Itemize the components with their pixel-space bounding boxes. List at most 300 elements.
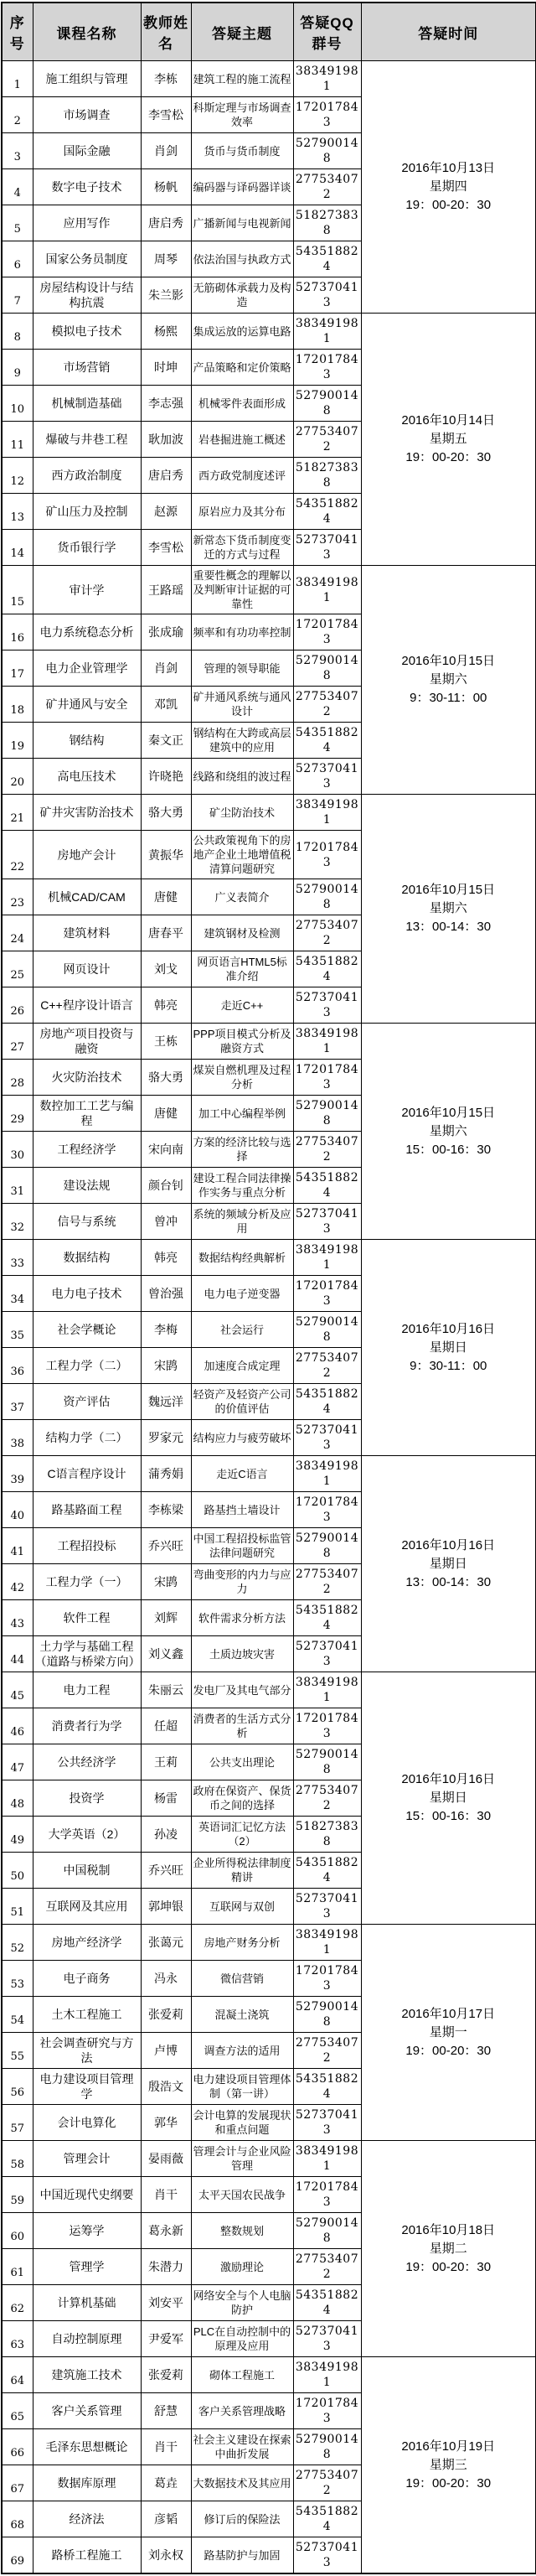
qq-group-number: 543518824	[293, 951, 361, 987]
teacher-name: 刘永权	[141, 2537, 191, 2574]
qq-group-number: 527900148	[293, 1744, 361, 1780]
row-number: 39	[2, 1456, 33, 1492]
row-number: 64	[2, 2357, 33, 2393]
qa-topic: 路基防护与加固	[191, 2537, 293, 2574]
row-number: 2	[2, 97, 33, 133]
teacher-name: 肖剑	[141, 133, 191, 169]
course-name: 数据库原理	[33, 2465, 141, 2501]
row-number: 54	[2, 1997, 33, 2033]
qa-topic: 重要性概念的理解以及判断审计证据的可靠性	[191, 566, 293, 614]
teacher-name: 许晓艳	[141, 759, 191, 795]
qa-topic: 社会主义建设在探索中曲折发展	[191, 2429, 293, 2465]
qa-topic: 发电厂及其电气部分	[191, 1672, 293, 1708]
qq-group-number: 277534072	[293, 169, 361, 205]
qa-time-date: 2016年10月16日	[401, 1321, 496, 1336]
row-number: 35	[2, 1312, 33, 1348]
row-number: 8	[2, 314, 33, 350]
teacher-name: 郭坤银	[141, 1889, 191, 1925]
teacher-name: 王莉	[141, 1744, 191, 1780]
row-number: 38	[2, 1420, 33, 1456]
qa-topic: 走近C++	[191, 987, 293, 1024]
table-row	[2, 314, 536, 350]
course-name: 工程经济学	[33, 1132, 141, 1168]
qq-group-number: 527370413	[293, 2537, 361, 2574]
teacher-name: 唐健	[141, 879, 191, 915]
teacher-name: 耿加波	[141, 422, 191, 458]
qq-group-number: 527370413	[293, 1889, 361, 1925]
qq-group-number: 277534072	[293, 1348, 361, 1384]
teacher-name: 王栋	[141, 1024, 191, 1060]
teacher-name: 蒲秀娟	[141, 1456, 191, 1492]
qq-group-number: 277534072	[293, 2033, 361, 2069]
qq-group-number: 527900148	[293, 1312, 361, 1348]
qa-topic: 消费者的生活方式分析	[191, 1708, 293, 1744]
course-name: 工程招投标	[33, 1528, 141, 1564]
course-name: 工程力学（一）	[33, 1564, 141, 1600]
row-number: 9	[2, 350, 33, 386]
row-number: 37	[2, 1384, 33, 1420]
qq-group-number: 383491981	[293, 1456, 361, 1492]
teacher-name: 魏远洋	[141, 1384, 191, 1420]
teacher-name: 时坤	[141, 350, 191, 386]
row-number: 31	[2, 1168, 33, 1204]
teacher-name: 邓凯	[141, 687, 191, 723]
course-name: 工程力学（二）	[33, 1348, 141, 1384]
table-row	[2, 1672, 536, 1708]
row-number: 41	[2, 1528, 33, 1564]
qa-topic: 土质边坡灾害	[191, 1636, 293, 1672]
qa-topic: 矿井通风系统与通风设计	[191, 687, 293, 723]
qa-topic: 弯曲变形的内力与应力	[191, 1564, 293, 1600]
qa-time-time: 15：00-16：30	[405, 1809, 492, 1823]
row-number: 58	[2, 2141, 33, 2177]
course-name: 建筑材料	[33, 915, 141, 951]
row-number: 51	[2, 1889, 33, 1925]
teacher-name: 骆大勇	[141, 1060, 191, 1096]
qa-topic: 频率和有功功率控制	[191, 614, 293, 650]
qq-group-number: 383491981	[293, 1925, 361, 1961]
course-name: 网页设计	[33, 951, 141, 987]
course-name: C++程序设计语言	[33, 987, 141, 1024]
teacher-name: 张蔼元	[141, 1925, 191, 1961]
course-name: 投资学	[33, 1780, 141, 1817]
qq-group-number: 543518824	[293, 1853, 361, 1889]
qq-group-number: 383491981	[293, 314, 361, 350]
qa-time-cell	[361, 1024, 536, 1240]
row-number: 45	[2, 1672, 33, 1708]
row-number: 44	[2, 1636, 33, 1672]
header-qq-group: 答疑QQ群号	[293, 3, 361, 61]
qa-time-time: 9：30-11：00	[410, 1358, 487, 1373]
course-name: 火灾防治技术	[33, 1060, 141, 1096]
qa-topic: 建设工程合同法律操作实务与重点分析	[191, 1168, 293, 1204]
qa-topic: 互联网与双创	[191, 1889, 293, 1925]
teacher-name: 殷浩文	[141, 2069, 191, 2105]
teacher-name: 曾冲	[141, 1204, 191, 1240]
qq-group-number: 543518824	[293, 2285, 361, 2321]
qq-group-number: 277534072	[293, 1564, 361, 1600]
teacher-name: 唐启秀	[141, 205, 191, 241]
course-name: 中国税制	[33, 1853, 141, 1889]
course-name: 市场调查	[33, 97, 141, 133]
course-name: 应用写作	[33, 205, 141, 241]
teacher-name: 晏雨薇	[141, 2141, 191, 2177]
qa-topic: 依法治国与执政方式	[191, 241, 293, 277]
course-name: 管理学	[33, 2249, 141, 2285]
row-number: 67	[2, 2465, 33, 2501]
qa-time-time: 19：00-20：30	[405, 450, 492, 464]
row-number: 59	[2, 2177, 33, 2213]
course-name: 货币银行学	[33, 530, 141, 566]
row-number: 53	[2, 1961, 33, 1997]
qq-group-number: 172017843	[293, 1060, 361, 1096]
qa-topic: 政府在保资产、保货币之间的选择	[191, 1780, 293, 1817]
qq-group-number: 383491981	[293, 795, 361, 831]
course-name: 建筑施工技术	[33, 2357, 141, 2393]
qa-time-cell	[361, 314, 536, 566]
qa-time-cell	[361, 1456, 536, 1672]
table-header	[2, 3, 536, 61]
row-number: 34	[2, 1276, 33, 1312]
qa-topic: 走近C语言	[191, 1456, 293, 1492]
row-number: 57	[2, 2105, 33, 2141]
teacher-name: 杨帆	[141, 169, 191, 205]
qq-group-number: 172017843	[293, 2177, 361, 2213]
row-number: 1	[2, 61, 33, 97]
qa-topic: 集成运放的运算电路	[191, 314, 293, 350]
qq-group-number: 543518824	[293, 1384, 361, 1420]
qa-topic: 调查方法的适用	[191, 2033, 293, 2069]
course-name: 管理会计	[33, 2141, 141, 2177]
qa-time-time: 19：00-20：30	[405, 198, 492, 212]
course-name: 电力建设项目管理学	[33, 2069, 141, 2105]
teacher-name: 肖干	[141, 2429, 191, 2465]
qq-group-number: 527370413	[293, 759, 361, 795]
teacher-name: 李梅	[141, 1312, 191, 1348]
qa-topic: 会计电算的发展现状和重点问题	[191, 2105, 293, 2141]
qq-group-number: 527900148	[293, 1528, 361, 1564]
qa-time-time: 9：30-11：00	[410, 691, 487, 705]
course-name: 公共经济学	[33, 1744, 141, 1780]
row-number: 61	[2, 2249, 33, 2285]
row-number: 28	[2, 1060, 33, 1096]
qa-topic: 混凝土浇筑	[191, 1997, 293, 2033]
table-row	[2, 1456, 536, 1492]
qa-topic: 公共政策视角下的房地产企业土地增值税清算问题研究	[191, 831, 293, 879]
qq-group-number: 518273838	[293, 458, 361, 494]
qq-group-number: 543518824	[293, 241, 361, 277]
row-number: 18	[2, 687, 33, 723]
table-row	[2, 795, 536, 831]
qq-group-number: 172017843	[293, 1708, 361, 1744]
row-number: 4	[2, 169, 33, 205]
qq-group-number: 518273838	[293, 205, 361, 241]
qa-time-weekday: 星期日	[429, 1340, 467, 1355]
qa-topic: 加速度合成定理	[191, 1348, 293, 1384]
teacher-name: 朱兰影	[141, 277, 191, 314]
course-name: 市场营销	[33, 350, 141, 386]
qq-group-number: 172017843	[293, 1276, 361, 1312]
qa-topic: 太平天国农民战争	[191, 2177, 293, 2213]
qa-time-weekday: 星期五	[429, 432, 467, 446]
qq-group-number: 383491981	[293, 61, 361, 97]
header-topic: 答疑主题	[191, 3, 293, 61]
teacher-name: 宋鹍	[141, 1564, 191, 1600]
course-name: 数字电子技术	[33, 169, 141, 205]
course-name: 电力企业管理学	[33, 650, 141, 687]
qa-topic: 数据结构经典解析	[191, 1240, 293, 1276]
course-name: 资产评估	[33, 1384, 141, 1420]
row-number: 14	[2, 530, 33, 566]
qa-time-date: 2016年10月15日	[401, 883, 496, 897]
qa-topic: 系统的频域分析及应用	[191, 1204, 293, 1240]
qq-group-number: 277534072	[293, 422, 361, 458]
course-name: 中国近现代史纲要	[33, 2177, 141, 2213]
qa-schedule-table	[1, 2, 536, 2574]
qa-topic: 企业所得税法律制度精讲	[191, 1853, 293, 1889]
qa-topic: 西方政党制度述评	[191, 458, 293, 494]
row-number: 16	[2, 614, 33, 650]
qa-time-cell	[361, 566, 536, 795]
course-name: 国际金融	[33, 133, 141, 169]
teacher-name: 舒慧	[141, 2393, 191, 2429]
qa-time-cell	[361, 61, 536, 314]
course-name: 数据结构	[33, 1240, 141, 1276]
row-number: 69	[2, 2537, 33, 2574]
qa-topic: 矿尘防治技术	[191, 795, 293, 831]
qq-group-number: 543518824	[293, 1168, 361, 1204]
teacher-name: 葛永新	[141, 2213, 191, 2249]
qq-group-number: 172017843	[293, 1492, 361, 1528]
teacher-name: 韩亮	[141, 1240, 191, 1276]
course-name: 自动控制原理	[33, 2321, 141, 2357]
qa-topic: 编码器与译码器详谈	[191, 169, 293, 205]
qq-group-number: 527900148	[293, 879, 361, 915]
teacher-name: 李栋梁	[141, 1492, 191, 1528]
teacher-name: 郭华	[141, 2105, 191, 2141]
teacher-name: 赵源	[141, 494, 191, 530]
qq-group-number: 543518824	[293, 2069, 361, 2105]
qq-group-number: 172017843	[293, 831, 361, 879]
teacher-name: 李雪松	[141, 97, 191, 133]
row-number: 25	[2, 951, 33, 987]
qq-group-number: 527370413	[293, 1420, 361, 1456]
qa-time-date: 2016年10月14日	[401, 413, 496, 428]
row-number: 7	[2, 277, 33, 314]
qa-topic: 线路和绕组的波过程	[191, 759, 293, 795]
teacher-name: 唐启秀	[141, 458, 191, 494]
qa-topic: 原岩应力及其分布	[191, 494, 293, 530]
course-name: 结构力学（二）	[33, 1420, 141, 1456]
row-number: 19	[2, 723, 33, 759]
qa-topic: 广播新闻与电视新闻	[191, 205, 293, 241]
course-name: 互联网及其应用	[33, 1889, 141, 1925]
qq-group-number: 543518824	[293, 494, 361, 530]
qa-time-date: 2016年10月17日	[401, 2006, 496, 2021]
row-number: 22	[2, 831, 33, 879]
qa-topic: 砌体工程施工	[191, 2357, 293, 2393]
teacher-name: 朱潜力	[141, 2249, 191, 2285]
qq-group-number: 172017843	[293, 97, 361, 133]
qa-time-date: 2016年10月16日	[401, 1537, 496, 1552]
qa-time-weekday: 星期二	[429, 2241, 467, 2256]
qq-group-number: 527900148	[293, 133, 361, 169]
qa-topic: 公共支出理论	[191, 1744, 293, 1780]
row-number: 49	[2, 1817, 33, 1853]
table-row	[2, 2357, 536, 2393]
course-name: 毛泽东思想概论	[33, 2429, 141, 2465]
course-name: 审计学	[33, 566, 141, 614]
teacher-name: 肖干	[141, 2177, 191, 2213]
course-name: 房地产会计	[33, 831, 141, 879]
qa-time-time: 19：00-20：30	[405, 2043, 492, 2058]
qq-group-number: 172017843	[293, 350, 361, 386]
row-number: 42	[2, 1564, 33, 1600]
row-number: 32	[2, 1204, 33, 1240]
teacher-name: 宋向南	[141, 1132, 191, 1168]
header-time: 答疑时间	[361, 3, 536, 61]
qa-topic: 房地产财务分析	[191, 1925, 293, 1961]
qa-time-time: 19：00-20：30	[405, 2259, 492, 2274]
qa-topic: 货币与货币制度	[191, 133, 293, 169]
qa-time-date: 2016年10月13日	[401, 161, 496, 175]
table-row	[2, 566, 536, 614]
teacher-name: 张爱莉	[141, 2357, 191, 2393]
row-number: 36	[2, 1348, 33, 1384]
qa-time-time: 13：00-14：30	[405, 920, 492, 934]
teacher-name: 李雪松	[141, 530, 191, 566]
qa-time-weekday: 星期一	[429, 2024, 467, 2040]
teacher-name: 任超	[141, 1708, 191, 1744]
course-name: 信号与系统	[33, 1204, 141, 1240]
teacher-name: 冯永	[141, 1961, 191, 1997]
qq-group-number: 383491981	[293, 2357, 361, 2393]
row-number: 46	[2, 1708, 33, 1744]
qa-topic: 煤炭自燃机理及过程分析	[191, 1060, 293, 1096]
qq-group-number: 277534072	[293, 2249, 361, 2285]
course-name: 路桥工程施工	[33, 2537, 141, 2574]
qa-topic: 电力建设项目管理体制（第一讲）	[191, 2069, 293, 2105]
row-number: 11	[2, 422, 33, 458]
course-name: 爆破与井巷工程	[33, 422, 141, 458]
qa-time-cell	[361, 1925, 536, 2141]
teacher-name: 唐健	[141, 1096, 191, 1132]
header-course: 课程名称	[33, 3, 141, 61]
qq-group-number: 527370413	[293, 1204, 361, 1240]
teacher-name: 彦韬	[141, 2501, 191, 2537]
qa-time-weekday: 星期六	[429, 1123, 467, 1138]
row-number: 13	[2, 494, 33, 530]
table-body	[2, 61, 536, 2574]
qq-group-number: 277534072	[293, 687, 361, 723]
qa-time-weekday: 星期六	[429, 672, 467, 687]
course-name: 社会学概论	[33, 1312, 141, 1348]
qa-time-cell	[361, 2141, 536, 2357]
qa-time-cell	[361, 1672, 536, 1925]
teacher-name: 尹爱军	[141, 2321, 191, 2357]
qa-time-date: 2016年10月19日	[401, 2439, 496, 2454]
row-number: 3	[2, 133, 33, 169]
qa-time-date: 2016年10月15日	[401, 1105, 496, 1120]
row-number: 26	[2, 987, 33, 1024]
row-number: 23	[2, 879, 33, 915]
teacher-name: 张爱莉	[141, 1997, 191, 2033]
teacher-name: 刘安平	[141, 2285, 191, 2321]
qa-topic: 大数据技术及其应用	[191, 2465, 293, 2501]
qq-group-number: 527900148	[293, 1997, 361, 2033]
row-number: 6	[2, 241, 33, 277]
course-name: 数控加工工艺与编程	[33, 1096, 141, 1132]
qq-group-number: 527370413	[293, 277, 361, 314]
row-number: 43	[2, 1600, 33, 1636]
course-name: 施工组织与管理	[33, 61, 141, 97]
course-name: 房屋结构设计与结构抗震	[33, 277, 141, 314]
row-number: 15	[2, 566, 33, 614]
row-number: 68	[2, 2501, 33, 2537]
qa-topic: 科斯定理与市场调查效率	[191, 97, 293, 133]
course-name: 高电压技术	[33, 759, 141, 795]
qa-topic: 网络安全与个人电脑防护	[191, 2285, 293, 2321]
row-number: 66	[2, 2429, 33, 2465]
qa-time-weekday: 星期四	[429, 179, 467, 194]
qa-topic: 激励理论	[191, 2249, 293, 2285]
qa-topic: 建筑工程的施工流程	[191, 61, 293, 97]
teacher-name: 乔兴旺	[141, 1853, 191, 1889]
row-number: 48	[2, 1780, 33, 1817]
qa-time-cell	[361, 2357, 536, 2574]
qa-topic: 产品策略和定价策略	[191, 350, 293, 386]
qa-time-weekday: 星期三	[429, 2457, 467, 2472]
qq-group-number: 172017843	[293, 1961, 361, 1997]
course-name: 会计电算化	[33, 2105, 141, 2141]
teacher-name: 卢博	[141, 2033, 191, 2069]
qq-group-number: 527370413	[293, 1636, 361, 1672]
qa-topic: 网页语言HTML5标准介绍	[191, 951, 293, 987]
teacher-name: 葛垚	[141, 2465, 191, 2501]
qa-time-time: 19：00-20：30	[405, 2475, 492, 2490]
teacher-name: 杨熙	[141, 314, 191, 350]
table-row	[2, 61, 536, 97]
qa-topic: 中国工程招投标监管法律问题研究	[191, 1528, 293, 1564]
header-row	[2, 3, 536, 61]
row-number: 29	[2, 1096, 33, 1132]
qa-topic: 路基挡土墙设计	[191, 1492, 293, 1528]
row-number: 12	[2, 458, 33, 494]
course-name: 建设法规	[33, 1168, 141, 1204]
course-name: 运筹学	[33, 2213, 141, 2249]
qq-group-number: 527370413	[293, 2321, 361, 2357]
qa-topic: 方案的经济比较与选择	[191, 1132, 293, 1168]
qa-topic: PLC在自动控制中的原理及应用	[191, 2321, 293, 2357]
qa-topic: 新常态下货币制度变迁的方式与过程	[191, 530, 293, 566]
qq-group-number: 383491981	[293, 1024, 361, 1060]
course-name: 电力电子技术	[33, 1276, 141, 1312]
qq-group-number: 543518824	[293, 1600, 361, 1636]
course-name: 房地产经济学	[33, 1925, 141, 1961]
row-number: 30	[2, 1132, 33, 1168]
teacher-name: 朱丽云	[141, 1672, 191, 1708]
course-name: 软件工程	[33, 1600, 141, 1636]
row-number: 10	[2, 386, 33, 422]
course-name: 西方政治制度	[33, 458, 141, 494]
course-name: 客户关系管理	[33, 2393, 141, 2429]
qa-topic: 管理会计与企业风险管理	[191, 2141, 293, 2177]
teacher-name: 唐春平	[141, 915, 191, 951]
qa-time-weekday: 星期日	[429, 1791, 467, 1805]
qa-topic: 机械零件表面形成	[191, 386, 293, 422]
qq-group-number: 277534072	[293, 1780, 361, 1817]
teacher-name: 李志强	[141, 386, 191, 422]
